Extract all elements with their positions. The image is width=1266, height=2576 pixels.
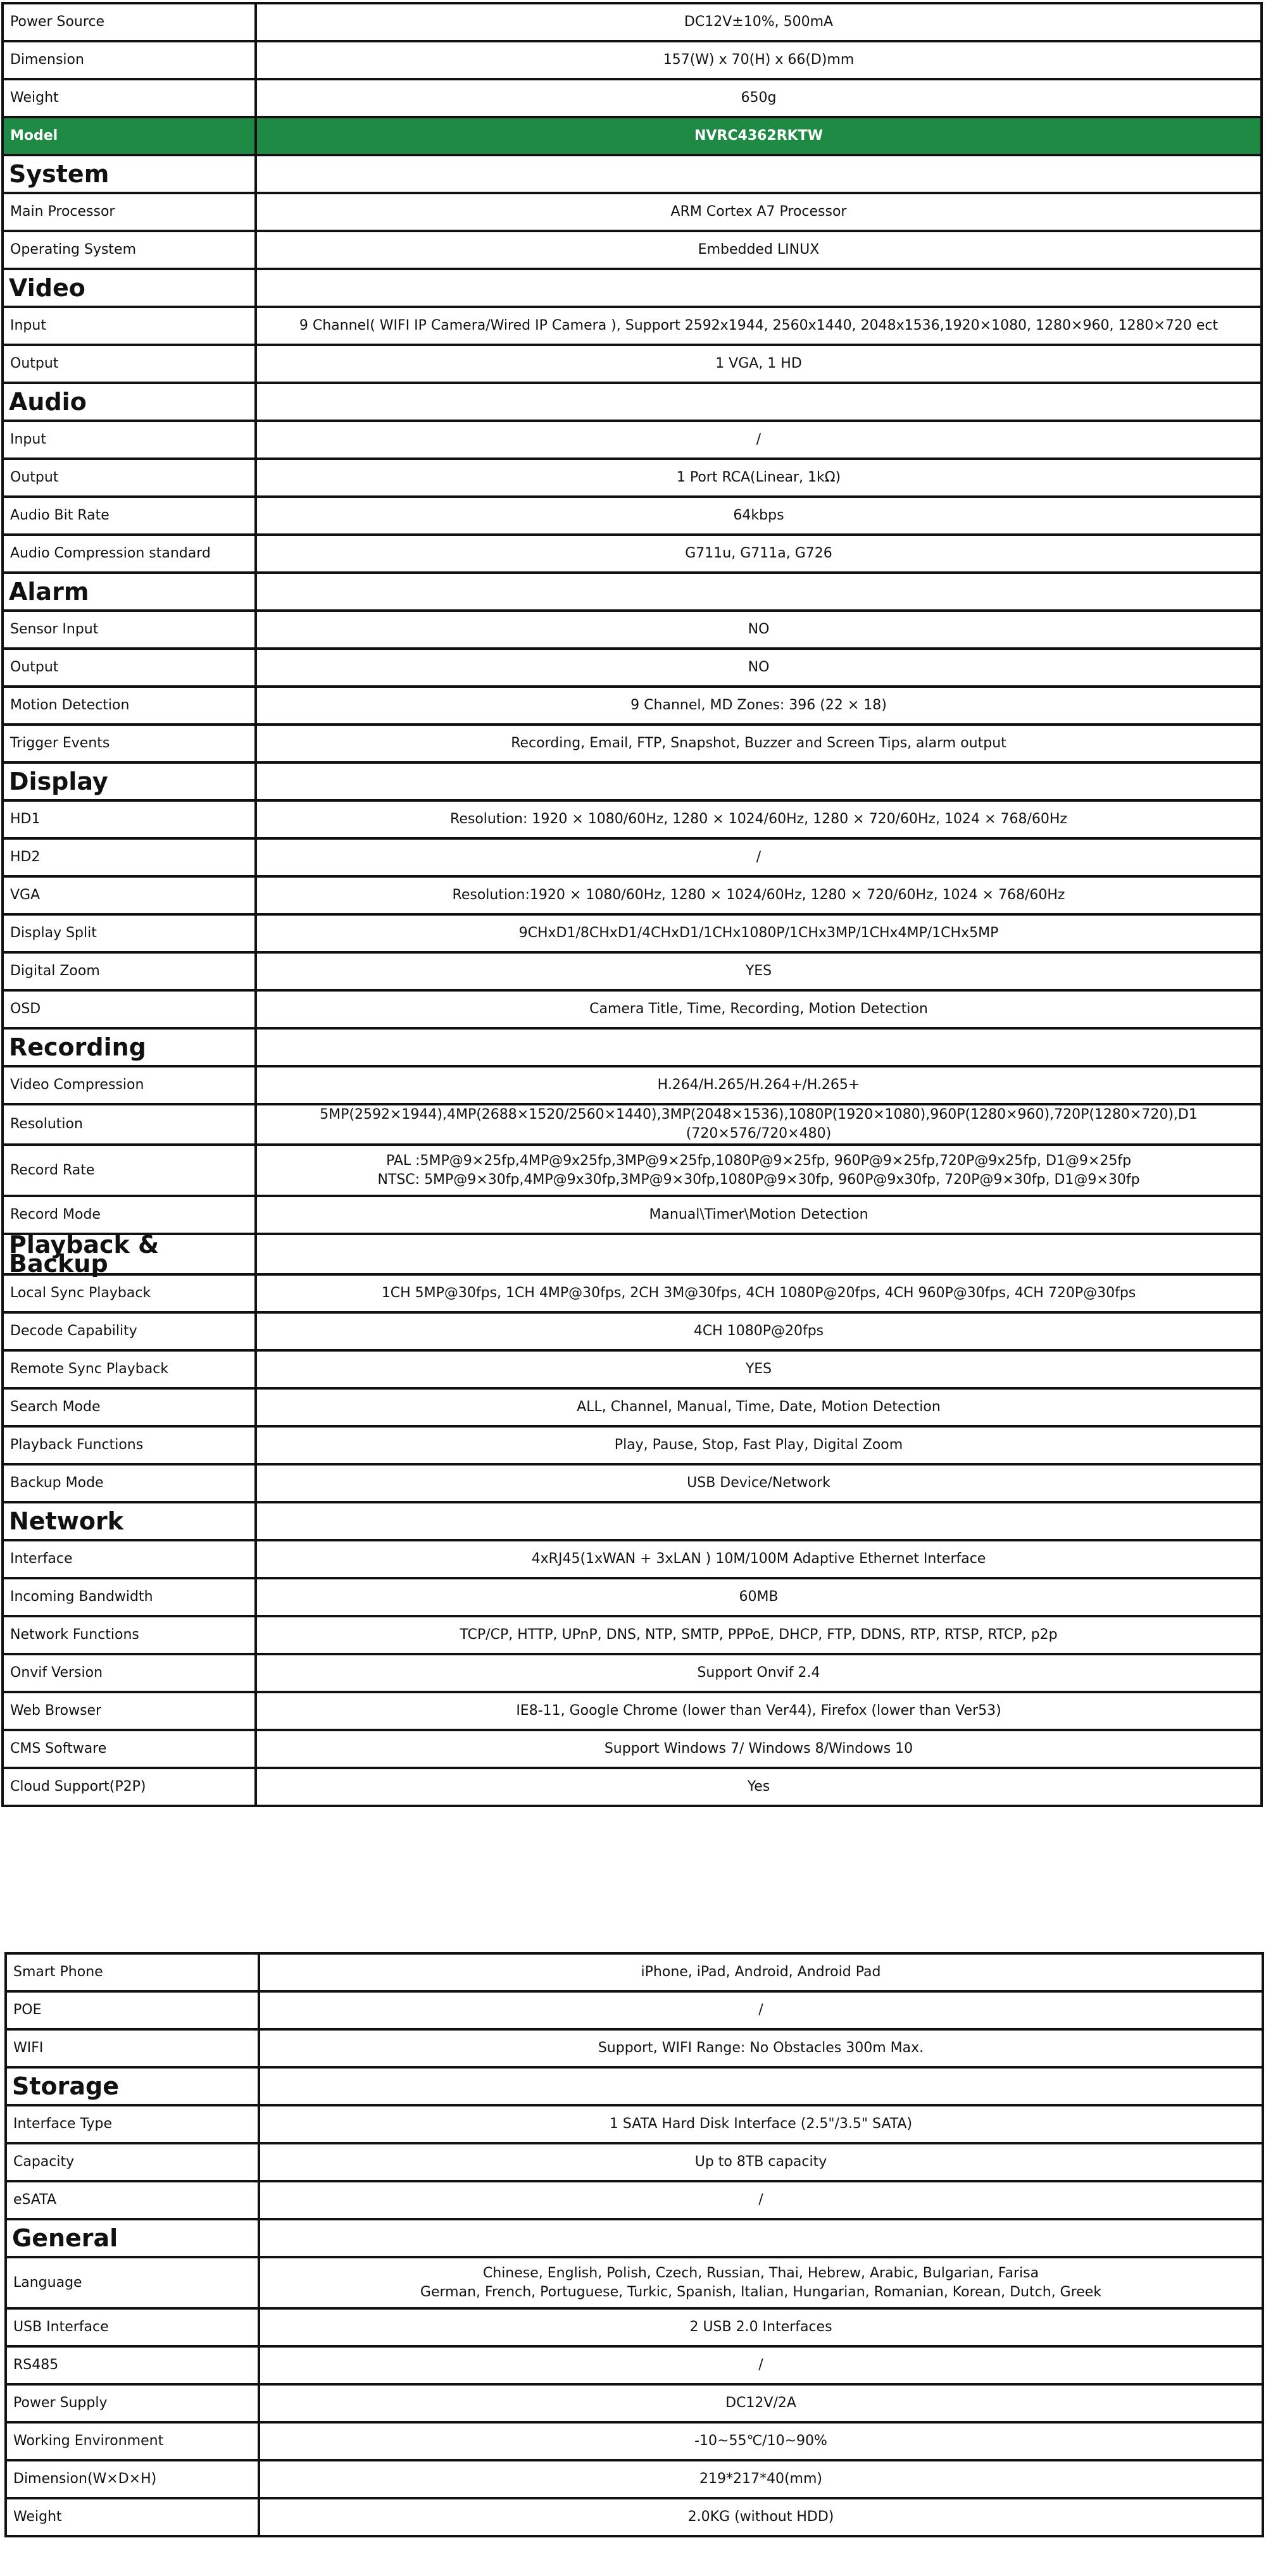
spec-label: RS485 [6,2346,259,2384]
section-header-storage [6,2067,1263,2105]
spec-row-trigger-events [3,725,1262,762]
spec-value: Support Windows 7/ Windows 8/Windows 10 [256,1730,1262,1768]
spec-row-output [3,649,1262,687]
spec-value: TCP/CP, HTTP, UPnP, DNS, NTP, SMTP, PPPoE, DHCP, FTP, DDNS, RTP, RTSP, RTCP, p2p [256,1616,1262,1654]
spec-label: Output [3,649,256,687]
spec-label: Decode Capability [3,1312,256,1350]
spec-value: 2 USB 2.0 Interfaces [259,2308,1263,2346]
spec-table-main [1,2,1263,1807]
spec-row-motion-detection [3,687,1262,725]
spec-row-capacity [6,2143,1263,2181]
spec-row-backup-mode [3,1464,1262,1502]
spec-value: Embedded LINUX [256,231,1262,269]
spec-label: Digital Zoom [3,952,256,990]
spec-value: / [256,838,1262,876]
spec-row-display-split [3,914,1262,952]
spec-row-power-source [3,3,1262,41]
section-title: Playback & Backup [3,1234,256,1274]
section-title: Network [3,1502,256,1540]
spec-value: 5MP(2592×1944),4MP(2688×1520/2560×1440),3MP(2048×1536),1080P(1920×1080),960P(1280×960),720P(1280×720),D1 (720×576/720×480) [256,1104,1262,1145]
section-header-playback-backup [3,1234,1262,1274]
spec-label: Working Environment [6,2422,259,2460]
spec-value: NO [256,611,1262,649]
section-blank-cell [256,383,1262,421]
spec-label: Power Supply [6,2384,259,2422]
spec-label: WIFI [6,2029,259,2067]
section-blank-cell [259,2067,1263,2105]
spec-row-input [3,307,1262,345]
section-header-system [3,155,1262,193]
spec-value: / [256,421,1262,459]
spec-label: Video Compression [3,1066,256,1104]
spec-value: USB Device/Network [256,1464,1262,1502]
spec-label: VGA [3,876,256,914]
section-blank-cell [256,762,1262,800]
spec-row-decode-capability [3,1312,1262,1350]
spec-label: Sensor Input [3,611,256,649]
spec-label: Weight [3,79,256,117]
section-blank-cell [256,573,1262,611]
spec-value: NO [256,649,1262,687]
spec-value: YES [256,952,1262,990]
spec-label: Web Browser [3,1692,256,1730]
spec-value: G711u, G711a, G726 [256,535,1262,573]
spec-value: 9 Channel, MD Zones: 396 (22 × 18) [256,687,1262,725]
section-title: General [6,2219,259,2257]
spec-row-usb-interface [6,2308,1263,2346]
spec-label: Local Sync Playback [3,1274,256,1312]
spec-label: USB Interface [6,2308,259,2346]
spec-row-smart-phone [6,1953,1263,1991]
spec-value: DC12V±10%, 500mA [256,3,1262,41]
spec-label: Trigger Events [3,725,256,762]
spec-value: Manual\Timer\Motion Detection [256,1196,1262,1234]
spec-value: 9 Channel( WIFI IP Camera/Wired IP Camera ), Support 2592x1944, 2560x1440, 2048x1536,1920×1080, 1280×960, 1280×720 ect [256,307,1262,345]
spec-row-audio-bit-rate [3,497,1262,535]
section-title: Alarm [3,573,256,611]
spec-label: POE [6,1991,259,2029]
spec-value: Resolution: 1920 × 1080/60Hz, 1280 × 1024/60Hz, 1280 × 720/60Hz, 1024 × 768/60Hz [256,800,1262,838]
spec-row-cms-software [3,1730,1262,1768]
section-header-alarm [3,573,1262,611]
spec-row-interface-type [6,2105,1263,2143]
section-blank-cell [256,1234,1262,1274]
spec-value: Yes [256,1768,1262,1806]
spec-label: Dimension [3,41,256,79]
spec-label: Operating System [3,231,256,269]
spec-value: 650g [256,79,1262,117]
spec-row-osd [3,990,1262,1028]
spec-value: / [259,1991,1263,2029]
section-blank-cell [256,1502,1262,1540]
spec-value: 1CH 5MP@30fps, 1CH 4MP@30fps, 2CH 3M@30fps, 4CH 1080P@20fps, 4CH 960P@30fps, 4CH 720P@30fps [256,1274,1262,1312]
spec-row-poe [6,1991,1263,2029]
spec-row-interface [3,1540,1262,1578]
spec-value: 60MB [256,1578,1262,1616]
spec-row-weight [6,2498,1263,2536]
spec-row-input [3,421,1262,459]
spec-label: Display Split [3,914,256,952]
spec-value-line-1: PAL :5MP@9×25fp,4MP@9x25fp,3MP@9×25fp,1080P@9×25fp, 960P@9×25fp,720P@9x25fp, D1@9×25fp [385,1152,1132,1169]
spec-label: Capacity [6,2143,259,2181]
spec-value: Support Onvif 2.4 [256,1654,1262,1692]
spec-row-hd1 [3,800,1262,838]
spec-label: OSD [3,990,256,1028]
spec-row-web-browser [3,1692,1262,1730]
spec-label: Record Rate [3,1145,256,1196]
spec-label: Network Functions [3,1616,256,1654]
spec-label: HD2 [3,838,256,876]
spec-row-audio-compression-standard [3,535,1262,573]
spec-row-weight [3,79,1262,117]
spec-value: YES [256,1350,1262,1388]
spec-value: Support, WIFI Range: No Obstacles 300m Max. [259,2029,1263,2067]
section-header-display [3,762,1262,800]
spec-row-record-mode [3,1196,1262,1234]
spec-value: H.264/H.265/H.264+/H.265+ [256,1066,1262,1104]
spec-value: -10~55℃/10~90% [259,2422,1263,2460]
spec-row-search-mode [3,1388,1262,1426]
section-title: Storage [6,2067,259,2105]
section-title: Recording [3,1028,256,1066]
spec-value: Camera Title, Time, Recording, Motion Detection [256,990,1262,1028]
spec-value: 9CHxD1/8CHxD1/4CHxD1/1CHx1080P/1CHx3MP/1CHx4MP/1CHx5MP [256,914,1262,952]
spec-row-record-rate [3,1145,1262,1196]
spec-row-cloud-support-p2p [3,1768,1262,1806]
spec-value: / [259,2181,1263,2219]
spec-label: Dimension(W×D×H) [6,2460,259,2498]
spec-value [259,2257,1263,2308]
spec-label: Onvif Version [3,1654,256,1692]
spec-row-wifi [6,2029,1263,2067]
spec-value: Resolution:1920 × 1080/60Hz, 1280 × 1024/60Hz, 1280 × 720/60Hz, 1024 × 768/60Hz [256,876,1262,914]
spec-row-local-sync-playback [3,1274,1262,1312]
spec-row-output [3,345,1262,383]
section-blank-cell [256,155,1262,193]
section-title: Audio [3,383,256,421]
spec-label: Incoming Bandwidth [3,1578,256,1616]
spec-label: Backup Mode [3,1464,256,1502]
spec-label: Motion Detection [3,687,256,725]
spec-label: Cloud Support(P2P) [3,1768,256,1806]
spec-row-working-environment [6,2422,1263,2460]
spec-value: ARM Cortex A7 Processor [256,193,1262,231]
section-blank-cell [256,1028,1262,1066]
spec-row-video-compression [3,1066,1262,1104]
spec-label: Output [3,459,256,497]
spec-row-incoming-bandwidth [3,1578,1262,1616]
spec-row-model [3,117,1262,155]
spec-label: Audio Compression standard [3,535,256,573]
spec-label: Interface [3,1540,256,1578]
section-title: Display [3,762,256,800]
spec-row-dimension [3,41,1262,79]
spec-row-digital-zoom [3,952,1262,990]
spec-row-esata [6,2181,1263,2219]
spec-value: Up to 8TB capacity [259,2143,1263,2181]
section-title: Video [3,269,256,307]
spec-row-playback-functions [3,1426,1262,1464]
spec-row-vga [3,876,1262,914]
spec-value: 2.0KG (without HDD) [259,2498,1263,2536]
spec-value: 1 SATA Hard Disk Interface (2.5"/3.5" SATA) [259,2105,1263,2143]
spec-row-sensor-input [3,611,1262,649]
spec-row-main-processor [3,193,1262,231]
spec-label: Audio Bit Rate [3,497,256,535]
spec-label: Playback Functions [3,1426,256,1464]
spec-label: Record Mode [3,1196,256,1234]
section-header-general [6,2219,1263,2257]
spec-label: Weight [6,2498,259,2536]
spec-row-output [3,459,1262,497]
spec-label: Main Processor [3,193,256,231]
spec-value: 1 VGA, 1 HD [256,345,1262,383]
spec-row-language [6,2257,1263,2308]
spec-value: 1 Port RCA(Linear, 1kΩ) [256,459,1262,497]
spec-value: 64kbps [256,497,1262,535]
spec-value: Play, Pause, Stop, Fast Play, Digital Zoom [256,1426,1262,1464]
spec-value: DC12V/2A [259,2384,1263,2422]
spec-value: / [259,2346,1263,2384]
spec-row-operating-system [3,231,1262,269]
spec-value [256,1145,1262,1196]
spec-row-remote-sync-playback [3,1350,1262,1388]
spec-value-line-2: NTSC: 5MP@9×30fp,4MP@9x30fp,3MP@9×30fp,1080P@9×30fp, 960P@9x30fp, 720P@9×30fp, D1@9×30fp [377,1171,1140,1188]
spec-value: 4xRJ45(1xWAN + 3xLAN ) 10M/100M Adaptive Ethernet Interface [256,1540,1262,1578]
spec-value: NVRC4362RKTW [256,117,1262,155]
section-header-audio [3,383,1262,421]
spec-label: Interface Type [6,2105,259,2143]
spec-row-onvif-version [3,1654,1262,1692]
spec-row-hd2 [3,838,1262,876]
spec-label: Model [3,117,256,155]
spec-row-rs485 [6,2346,1263,2384]
spec-label: Input [3,421,256,459]
spec-row-dimension-w-d-h [6,2460,1263,2498]
spec-value: Recording, Email, FTP, Snapshot, Buzzer and Screen Tips, alarm output [256,725,1262,762]
spec-value: 4CH 1080P@20fps [256,1312,1262,1350]
spec-label: Power Source [3,3,256,41]
spec-label: Language [6,2257,259,2308]
spec-row-resolution [3,1104,1262,1145]
spec-value: 219*217*40(mm) [259,2460,1263,2498]
spec-value: IE8-11, Google Chrome (lower than Ver44), Firefox (lower than Ver53) [256,1692,1262,1730]
spec-label: eSATA [6,2181,259,2219]
spec-label: Output [3,345,256,383]
spec-value: 157(W) x 70(H) x 66(D)mm [256,41,1262,79]
spec-value: ALL, Channel, Manual, Time, Date, Motion Detection [256,1388,1262,1426]
spec-label: Input [3,307,256,345]
spec-value-line-2: German, French, Portuguese, Turkic, Spanish, Italian, Hungarian, Romanian, Korean, Dutch, Greek [420,2284,1102,2300]
section-blank-cell [259,2219,1263,2257]
spec-label: Remote Sync Playback [3,1350,256,1388]
spec-label: Search Mode [3,1388,256,1426]
spec-value-line-1: Chinese, English, Polish, Czech, Russian, Thai, Hebrew, Arabic, Bulgarian, Farisa [482,2265,1039,2281]
spec-value: iPhone, iPad, Android, Android Pad [259,1953,1263,1991]
spec-label: Smart Phone [6,1953,259,1991]
spec-row-power-supply [6,2384,1263,2422]
spec-label: Resolution [3,1104,256,1145]
section-title: System [3,155,256,193]
spec-row-network-functions [3,1616,1262,1654]
section-header-video [3,269,1262,307]
spec-table-continued [4,1952,1264,2537]
section-header-network [3,1502,1262,1540]
spec-label: HD1 [3,800,256,838]
section-blank-cell [256,269,1262,307]
section-header-recording [3,1028,1262,1066]
spec-label: CMS Software [3,1730,256,1768]
